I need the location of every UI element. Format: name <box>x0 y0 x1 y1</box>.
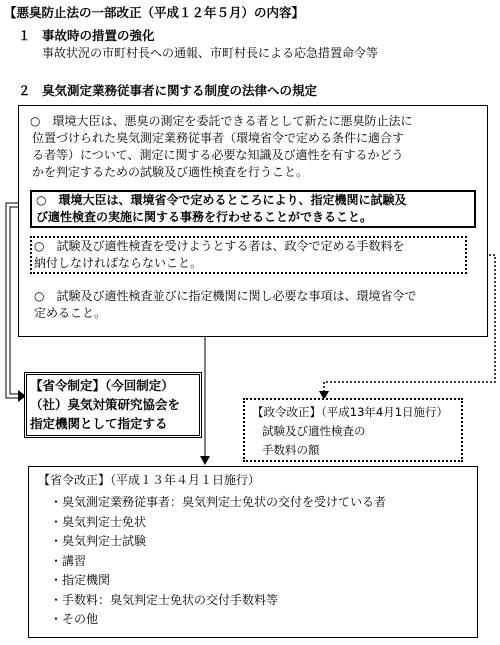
provision-paragraph-4 <box>34 288 416 322</box>
list-item: ・講習 <box>50 553 87 568</box>
left-box-line: （社）臭気対策研究協会を <box>30 397 181 412</box>
list-item: ・その他 <box>50 612 99 626</box>
ministerial-ordinance-text <box>30 376 180 433</box>
right-box-line: 手数料の額 <box>262 443 320 457</box>
provision2-line: ○ 環境大臣は、環境省令で定めるところにより、指定機関に試験及 <box>36 193 407 207</box>
section2-title: 臭気測定業務従事者に関する制度の法律への規定 <box>42 83 318 98</box>
provision3-line: ○ 試験及び適性検査を受けようとする者は、政令で定める手数料を <box>34 239 405 253</box>
provision4-line: ○ 試験及び適性検査並びに指定機関に関し必要な事項は、環境省令で <box>34 289 417 303</box>
left-box-line: 【省令制定】（今回制定） <box>30 378 174 393</box>
list-item: ・臭気判定士免状 <box>50 514 147 529</box>
provision1-line: る者等）について、測定に関する必要な知識及び適性を有するかどう <box>32 148 404 162</box>
provision-paragraph-2 <box>36 192 406 226</box>
section2-number: ２ <box>18 83 31 98</box>
arrow-head-bottom-box <box>200 456 210 465</box>
provision-paragraph-3 <box>34 238 404 272</box>
section1-detail: 事故状況の市町村長への通報、市町村長による応急措置命令等 <box>42 46 379 60</box>
list-item: ・指定機関 <box>50 573 111 587</box>
provision1-line: 位置づけられた臭気測定業務従事者（環境省令で定める条件に適合す <box>32 131 405 145</box>
list-item: ・臭気測定業務従事者：臭気判定士免状の交付を受けている者 <box>50 495 387 509</box>
document-title: 【悪臭防止法の一部改正（平成１２年５月）の内容】 <box>4 5 305 20</box>
provision4-line: 定めること。 <box>34 306 107 320</box>
provision2-line: び適性検査の実施に関する事務を行わせることができること。 <box>36 210 373 224</box>
provision-paragraph-1 <box>30 113 412 181</box>
provision1-line: ○ 環境大臣は、悪臭の測定を委託できる者として新たに悪臭防止法に <box>30 114 413 128</box>
provision1-line: かを判定するための試験及び適性検査を行うこと。 <box>32 165 309 179</box>
ordinance-revision-list <box>50 493 386 630</box>
right-box-line: 【政令改正】（平成13年4月1日施行） <box>252 405 449 419</box>
section1-title: 事故時の措置の強化 <box>42 28 155 43</box>
section1-number: １ <box>18 28 31 43</box>
cabinet-order-text <box>252 403 448 460</box>
list-item: ・手数料：臭気判定士免状の交付手数料等 <box>50 592 279 607</box>
left-box-line: 指定機関として指定する <box>30 416 168 431</box>
provision3-line: 納付しなければならないこと。 <box>34 256 203 270</box>
ordinance-revision-title: 【省令改正】（平成１３年４月１日施行） <box>38 473 261 487</box>
right-box-line: 試験及び適性検査の <box>262 424 366 438</box>
list-item: ・臭気判定士試験 <box>50 534 147 548</box>
